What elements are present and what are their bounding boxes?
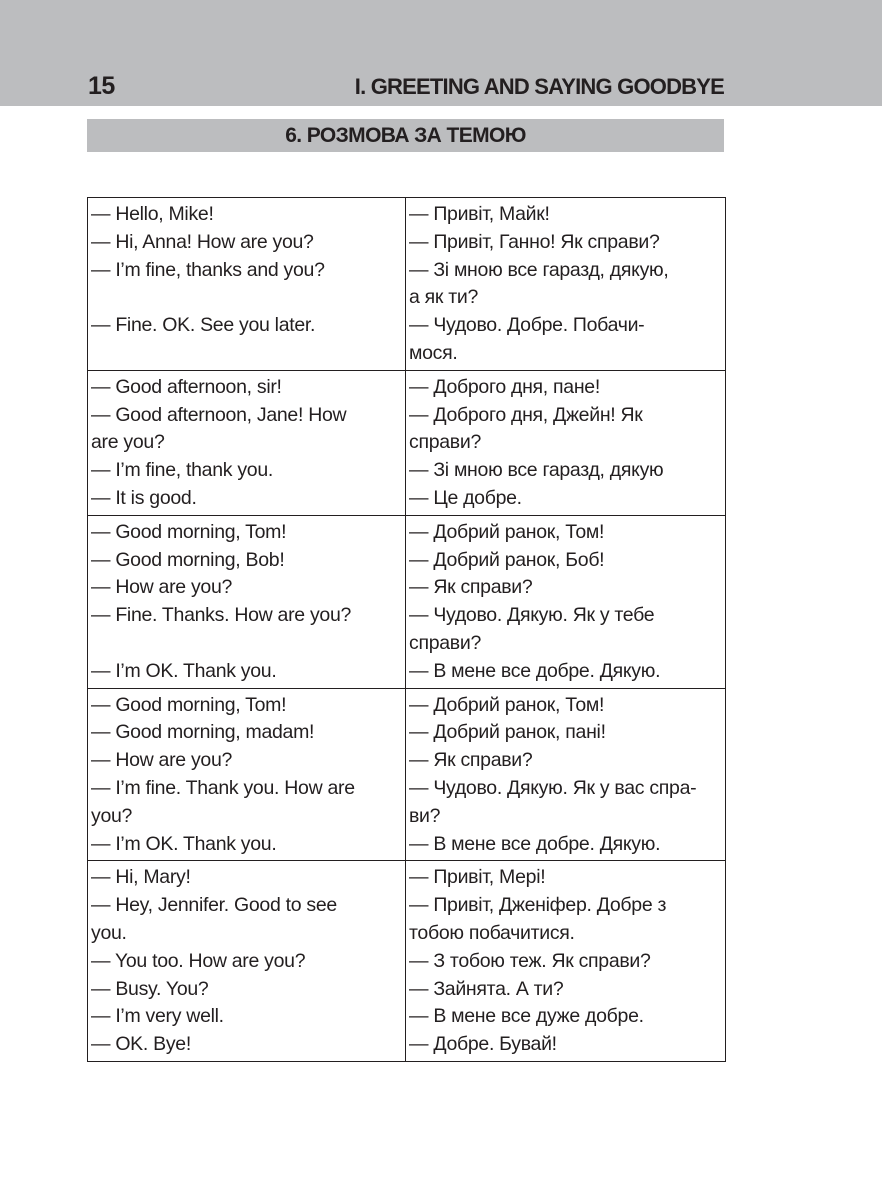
dialogue-line: справи? xyxy=(409,431,481,454)
dialogue-row xyxy=(88,515,726,688)
dialogue-line: — Hello, Mike! xyxy=(91,203,214,225)
dialogue-line: — В мене все добре. Дякую. xyxy=(409,659,661,682)
dialogue-row xyxy=(88,688,726,861)
dialogue-line: — Як справи? xyxy=(409,576,533,599)
dialogue-line: — You too. How are you? xyxy=(91,949,306,972)
dialogue-line: you? xyxy=(91,804,133,827)
dialogue-line: — Good morning, Bob! xyxy=(91,548,285,571)
dialogue-line: — Good morning, Tom! xyxy=(91,693,287,716)
dialogue-line: are you? xyxy=(91,431,165,454)
dialogue-line: — Good afternoon, sir! xyxy=(91,375,282,398)
dialogue-line: — How are you? xyxy=(91,749,233,772)
english-cell xyxy=(88,515,406,688)
dialogue-line: — З тобою теж. Як справи? xyxy=(409,949,651,972)
ukrainian-cell xyxy=(406,688,726,861)
dialogue-line: справи? xyxy=(409,631,481,654)
ukrainian-cell xyxy=(406,861,726,1062)
dialogue-line xyxy=(91,340,403,368)
dialogue-row xyxy=(88,198,726,371)
dialogue-line: — Привіт, Мері! xyxy=(409,866,546,889)
dialogue-row xyxy=(88,370,726,515)
dialogue-line: — Good morning, madam! xyxy=(91,721,315,744)
dialogue-line: — I’m OK. Thank you. xyxy=(91,832,277,855)
dialogue-line: — Привіт, Дженіфер. Добре з xyxy=(409,894,667,917)
dialogue-line: — Це добре. xyxy=(409,486,522,509)
dialogue-line: — Добрий ранок, Том! xyxy=(409,693,605,716)
dialogue-line: — I’m very well. xyxy=(91,1005,224,1028)
dialogue-line: — Як справи? xyxy=(409,749,533,772)
dialogue-line: — Доброго дня, Джейн! Як xyxy=(409,403,643,426)
dialogue-line: — Чудово. Дякую. Як у вас спра- xyxy=(409,776,697,799)
dialogue-line: — How are you? xyxy=(91,576,233,599)
dialogue-line: — Зайнята. А ти? xyxy=(409,977,564,1000)
dialogue-line: — Добрий ранок, пані! xyxy=(409,721,606,744)
dialogue-line: — Добре. Бувай! xyxy=(409,1033,557,1056)
page-number: 15 xyxy=(88,72,115,100)
dialogue-line: — I’m OK. Thank you. xyxy=(91,659,277,682)
english-cell xyxy=(88,688,406,861)
dialogue-line xyxy=(91,630,403,658)
dialogue-line: — Fine. Thanks. How are you? xyxy=(91,604,352,627)
dialogue-line: — Привіт, Майк! xyxy=(409,203,550,225)
dialogue-line: тобою побачитися. xyxy=(409,921,575,944)
ukrainian-cell xyxy=(406,370,726,515)
dialogue-line: ви? xyxy=(409,804,441,827)
dialogue-line: — I’m fine, thanks and you? xyxy=(91,258,325,281)
dialogue-line: — Hi, Anna! How are you? xyxy=(91,230,314,253)
dialogue-line: — It is good. xyxy=(91,486,197,509)
dialogue-line: мося. xyxy=(409,341,458,364)
dialogue-line: а як ти? xyxy=(409,286,479,309)
dialogue-line: you. xyxy=(91,921,127,944)
dialogue-line: — Добрий ранок, Том! xyxy=(409,520,605,543)
dialogue-line: — Привіт, Ганно! Як справи? xyxy=(409,230,660,253)
dialogue-line: — Good morning, Tom! xyxy=(91,520,287,543)
ukrainian-cell xyxy=(406,515,726,688)
dialogue-line: — Hi, Mary! xyxy=(91,866,191,889)
dialogue-line: — Добрий ранок, Боб! xyxy=(409,548,605,571)
english-cell xyxy=(88,861,406,1062)
dialogue-table xyxy=(87,197,726,1062)
dialogue-line: — Hey, Jennifer. Good to see xyxy=(91,894,337,917)
ukrainian-cell xyxy=(406,198,726,371)
dialogue-line: — I’m fine, thank you. xyxy=(91,459,273,482)
dialogue-line xyxy=(91,284,403,312)
english-cell xyxy=(88,370,406,515)
section-title: 6. РОЗМОВА ЗА ТЕМОЮ xyxy=(87,119,724,152)
dialogue-line: — OK. Bye! xyxy=(91,1033,191,1056)
dialogue-line: — Зі мною все гаразд, дякую xyxy=(409,459,664,482)
dialogue-line: — Доброго дня, пане! xyxy=(409,375,600,398)
dialogue-line: — Чудово. Дякую. Як у тебе xyxy=(409,604,655,627)
dialogue-line: — I’m fine. Thank you. How are xyxy=(91,776,355,799)
dialogue-line: — Зі мною все гаразд, дякую, xyxy=(409,258,669,281)
dialogue-line: — Good afternoon, Jane! How xyxy=(91,403,347,426)
dialogue-line: — В мене все добре. Дякую. xyxy=(409,832,661,855)
dialogue-line: — Fine. OK. See you later. xyxy=(91,314,316,337)
dialogue-row xyxy=(88,861,726,1062)
dialogue-line: — В мене все дуже добре. xyxy=(409,1005,644,1028)
dialogue-line: — Чудово. Добре. Побачи- xyxy=(409,314,645,337)
chapter-title: I. GREETING AND SAYING GOODBYE xyxy=(354,74,724,99)
dialogue-line: — Busy. You? xyxy=(91,977,209,1000)
english-cell xyxy=(88,198,406,371)
